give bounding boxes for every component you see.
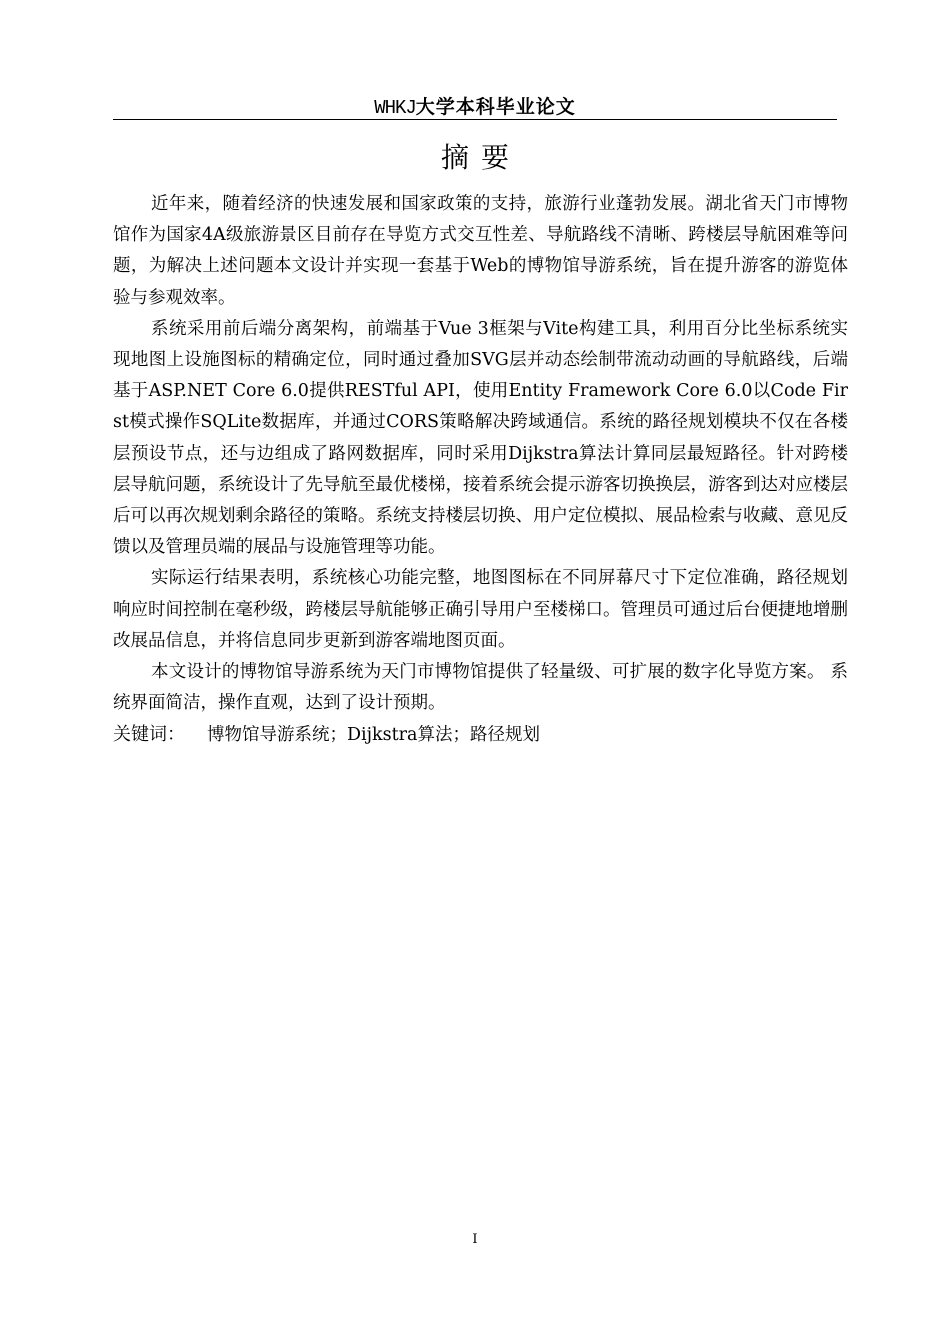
abstract-body — [113, 189, 848, 751]
running-header — [113, 94, 837, 120]
header-divider — [113, 119, 837, 120]
page-number: I — [472, 1232, 478, 1247]
abstract-paragraph: 近年来，随着经济的快速发展和国家政策的支持，旅游行业蓬勃发展。湖北省天门市博物馆作为国家4A级旅游景区目前存在导览方式交互性差、导航路线不清晰、跨楼层导航困难等问题，为解决上述问题本文设计并实现一套基于Web的博物馆导游系统，旨在提升游客的游览体验与参观效率。 — [113, 194, 848, 308]
abstract-paragraph: 实际运行结果表明，系统核心功能完整，地图图标在不同屏幕尺寸下定位准确，路径规划响应时间控制在毫秒级，跨楼层导航能够正确引导用户至楼梯口。管理员可通过后台便捷地增删改展品信息，并将信息同步更新到游客端地图页面。 — [113, 568, 848, 651]
page-title: 摘要 — [440, 141, 521, 174]
header-institution-code: WHKJ — [374, 97, 416, 119]
keywords-label: 关键词： — [113, 724, 185, 746]
keywords-line — [113, 719, 848, 751]
header-document-type: 大学本科毕业论文 — [415, 96, 576, 118]
abstract-paragraph: 系统采用前后端分离架构，前端基于Vue 3框架与Vite构建工具，利用百分比坐标系统实现地图上设施图标的精确定位，同时通过叠加SVG层并动态绘制带流动动画的导航路线，后端基于ASP.NET Core 6.0提供RESTful API，使用Entity Framework Core 6.0以Code First模式操作SQLite数据库，并通过CORS策略解决跨域通信。系统的路径规划模块不仅在各楼层预设节点，还与边组成了路网数据库，同时采用Dijkstra算法计算同层最短路径。针对跨楼层导航问题，系统设计了先导航至最优楼梯，接着系统会提示游客切换换层，游客到达对应楼层后可以再次规划剩余路径的策略。系统支持楼层切换、用户定位模拟、展品检索与收藏、意见反馈以及管理员端的展品与设施管理等功能。 — [113, 318, 848, 558]
abstract-paragraph: 本文设计的博物馆导游系统为天门市博物馆提供了轻量级、可扩展的数字化导览方案。 系统界面简洁，操作直观，达到了设计预期。 — [113, 662, 848, 714]
keywords-value: 博物馆导游系统；Dijkstra算法；路径规划 — [207, 725, 540, 746]
